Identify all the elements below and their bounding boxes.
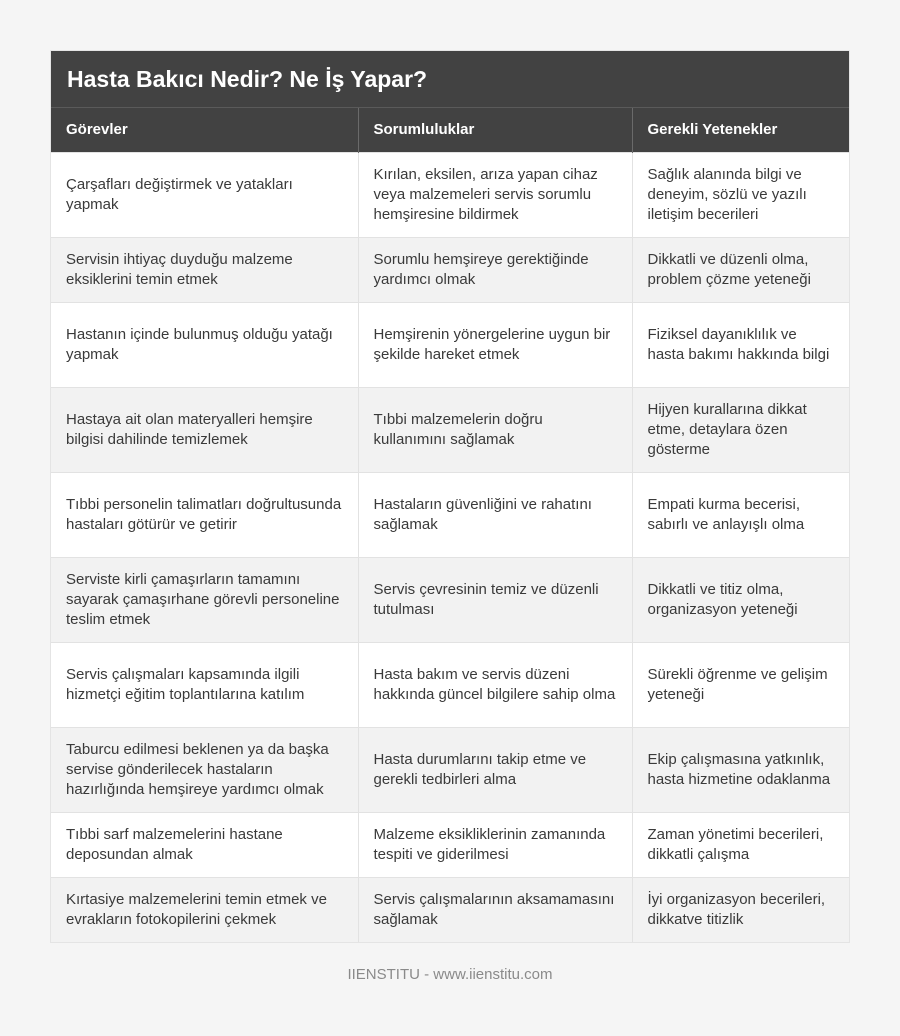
table-cell: Tıbbi personelin talimatları doğrultusunda hastaları götürür ve getirir (51, 472, 358, 557)
footer-credit: IIENSTITU - www.iienstitu.com (347, 966, 553, 983)
table-row (51, 237, 849, 302)
table-cell: Hasta durumlarını takip etme ve gerekli tedbirleri alma (358, 727, 632, 812)
table-row (51, 812, 849, 877)
table-cell: Zaman yönetimi becerileri, dikkatli çalışma (632, 812, 849, 877)
table-cell: Malzeme eksikliklerinin zamanında tespiti ve giderilmesi (358, 812, 632, 877)
duties-table (51, 108, 849, 942)
table-cell: Sorumlu hemşireye gerektiğinde yardımcı olmak (358, 237, 632, 302)
table-cell: Fiziksel dayanıklılık ve hasta bakımı hakkında bilgi (632, 302, 849, 387)
table-row (51, 302, 849, 387)
table-cell: Ekip çalışmasına yatkınlık, hasta hizmetine odaklanma (632, 727, 849, 812)
table-row (51, 727, 849, 812)
table-row (51, 877, 849, 942)
table-cell: İyi organizasyon becerileri, dikkatve titizlik (632, 877, 849, 942)
table-cell: Hemşirenin yönergelerine uygun bir şekilde hareket etmek (358, 302, 632, 387)
table-cell: Tıbbi malzemelerin doğru kullanımını sağlamak (358, 387, 632, 472)
table-cell: Sağlık alanında bilgi ve deneyim, sözlü ve yazılı iletişim becerileri (632, 152, 849, 237)
column-header-responsibilities: Sorumluluklar (358, 108, 632, 152)
table-row (51, 642, 849, 727)
table-row (51, 557, 849, 642)
table-cell: Hasta bakım ve servis düzeni hakkında güncel bilgilere sahip olma (358, 642, 632, 727)
table-cell: Çarşafları değiştirmek ve yatakları yapmak (51, 152, 358, 237)
table-cell: Dikkatli ve titiz olma, organizasyon yeteneği (632, 557, 849, 642)
table-cell: Hijyen kurallarına dikkat etme, detaylara özen gösterme (632, 387, 849, 472)
table-cell: Hastaya ait olan materyalleri hemşire bilgisi dahilinde temizlemek (51, 387, 358, 472)
table-cell: Taburcu edilmesi beklenen ya da başka servise gönderilecek hastaların hazırlığında hemşireye yardımcı olmak (51, 727, 358, 812)
table-row (51, 387, 849, 472)
table-cell: Servis çalışmaları kapsamında ilgili hizmetçi eğitim toplantılarına katılım (51, 642, 358, 727)
table-cell: Sürekli öğrenme ve gelişim yeteneği (632, 642, 849, 727)
table-cell: Hastaların güvenliğini ve rahatını sağlamak (358, 472, 632, 557)
column-header-duties: Görevler (51, 108, 358, 152)
column-header-skills: Gerekli Yetenekler (632, 108, 849, 152)
table-cell: Kırtasiye malzemelerini temin etmek ve evrakların fotokopilerini çekmek (51, 877, 358, 942)
table-cell: Servis çalışmalarının aksamamasını sağlamak (358, 877, 632, 942)
table-cell: Servisin ihtiyaç duyduğu malzeme eksiklerini temin etmek (51, 237, 358, 302)
content-card (51, 51, 849, 942)
table-cell: Empati kurma becerisi, sabırlı ve anlayışlı olma (632, 472, 849, 557)
table-cell: Servis çevresinin temiz ve düzenli tutulması (358, 557, 632, 642)
table-row (51, 152, 849, 237)
table-cell: Tıbbi sarf malzemelerini hastane deposundan almak (51, 812, 358, 877)
table-cell: Hastanın içinde bulunmuş olduğu yatağı yapmak (51, 302, 358, 387)
page-title: Hasta Bakıcı Nedir? Ne İş Yapar? (51, 51, 849, 108)
table-cell: Serviste kirli çamaşırların tamamını sayarak çamaşırhane görevli personeline teslim etmek (51, 557, 358, 642)
table-row (51, 472, 849, 557)
table-header-row (51, 108, 849, 152)
table-cell: Dikkatli ve düzenli olma, problem çözme yeteneği (632, 237, 849, 302)
table-cell: Kırılan, eksilen, arıza yapan cihaz veya malzemeleri servis sorumlu hemşiresine bildirmek (358, 152, 632, 237)
